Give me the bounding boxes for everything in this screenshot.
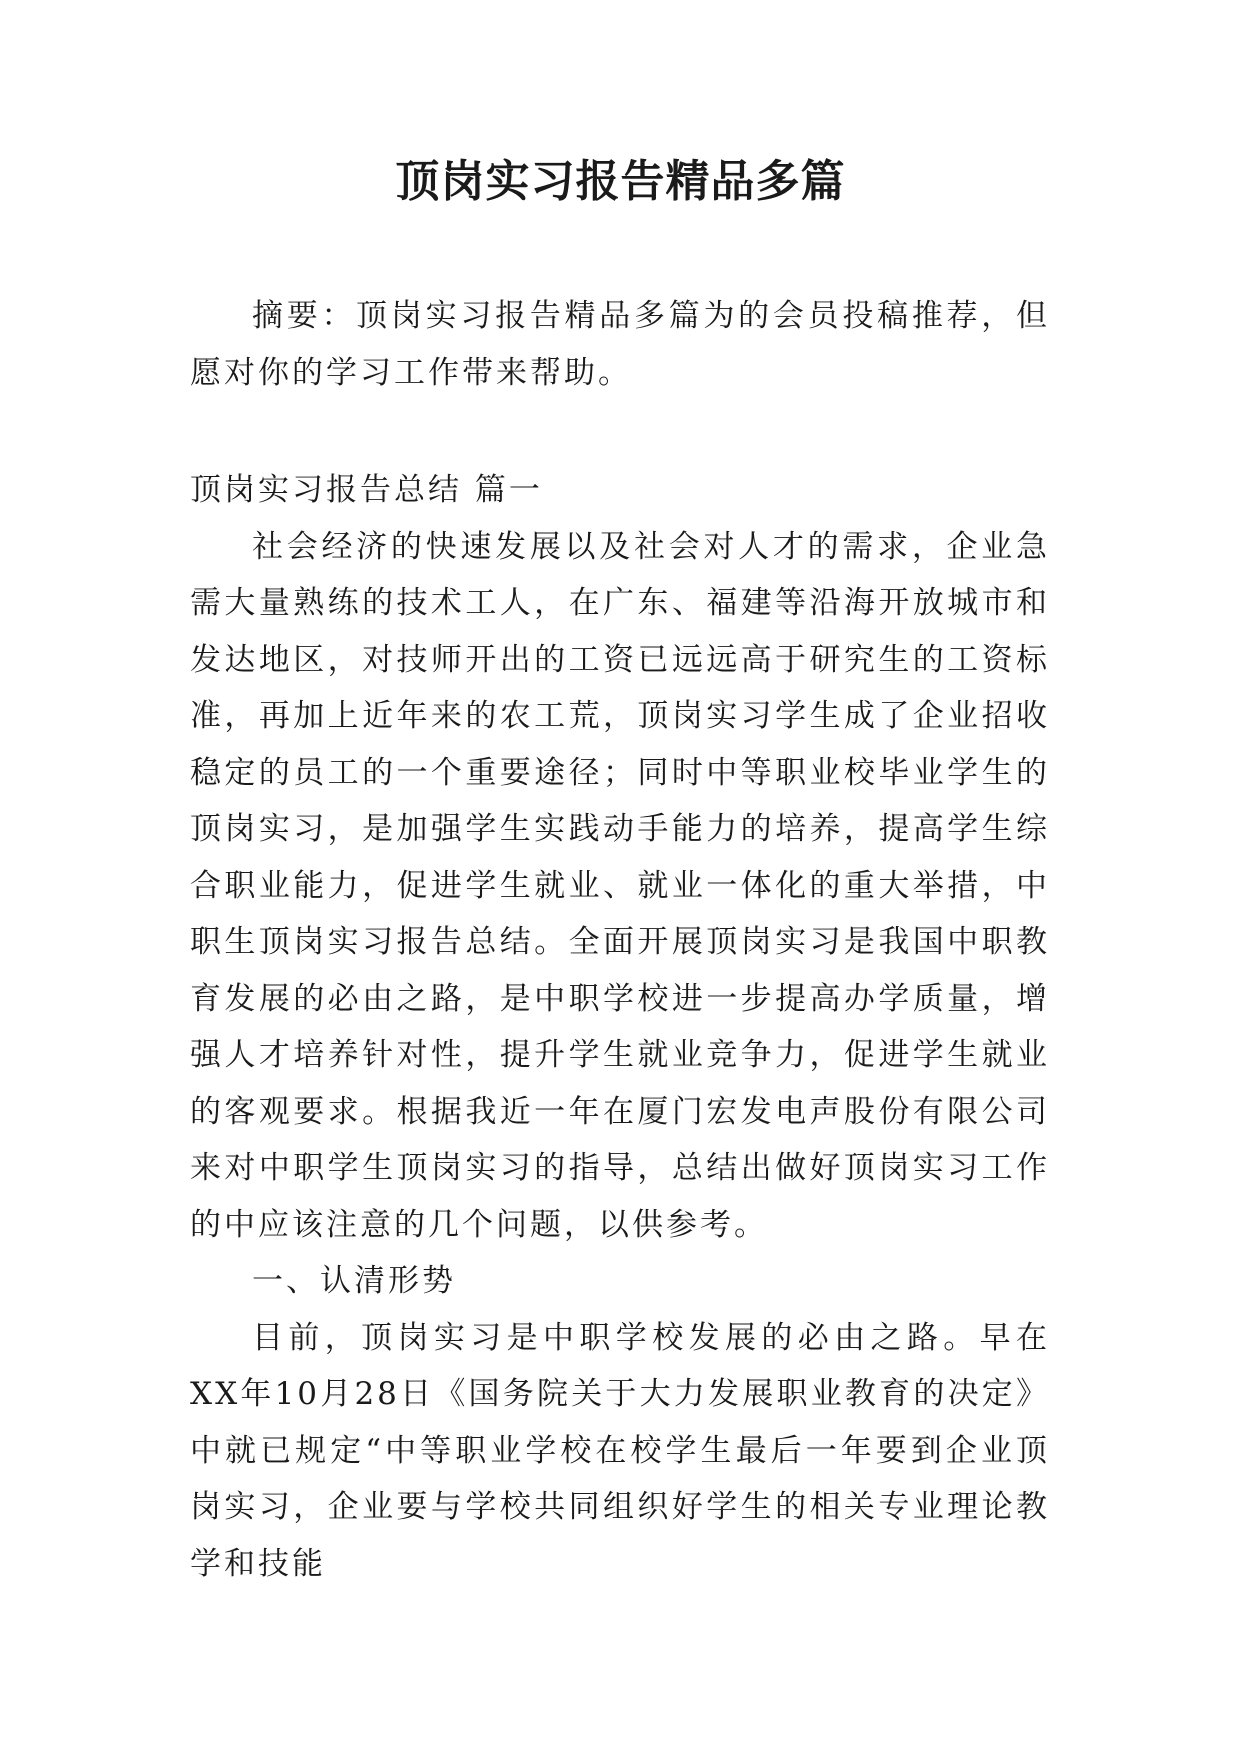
abstract-paragraph: 摘要：顶岗实习报告精品多篇为的会员投稿推荐，但愿对你的学习工作带来帮助。 [190, 298, 1050, 391]
body-paragraph-2: 目前，顶岗实习是中职学校发展的必由之路。早在XX年10月28日《国务院关于大力发展职业教育的决定》中就已规定“中等职业学校在校学生最后一年要到企业顶岗实习，企业要与学校共同组织好学生的相关专业理论教学和技能 [190, 1319, 1050, 1582]
body-paragraph-1: 社会经济的快速发展以及社会对人才的需求，企业急需大量熟练的技术工人，在广东、福建等沿海开放城市和发达地区，对技师开出的工资已远远高于研究生的工资标准，再加上近年来的农工荒，顶岗实习学生成了企业招收稳定的员工的一个重要途径；同时中等职业校毕业学生的顶岗实习，是加强学生实践动手能力的培养，提高学生综合职业能力，促进学生就业、就业一体化的重大举措，中职生顶岗实习报告总结。全面开展顶岗实习是我国中职教育发展的必由之路，是中职学校进一步提高办学质量，增强人才培养针对性，提升学生就业竞争力，促进学生就业的客观要求。根据我近一年在厦门宏发电声股份有限公司来对中职学生顶岗实习的指导，总结出做好顶岗实习工作的中应该注意的几个问题，以供参考。 [190, 528, 1050, 1243]
subsection-heading: 一、认清形势 [252, 1263, 456, 1299]
section-heading: 顶岗实习报告总结 篇一 [190, 472, 543, 508]
document-title: 顶岗实习报告精品多篇 [395, 156, 846, 207]
main-content [190, 462, 1050, 1592]
